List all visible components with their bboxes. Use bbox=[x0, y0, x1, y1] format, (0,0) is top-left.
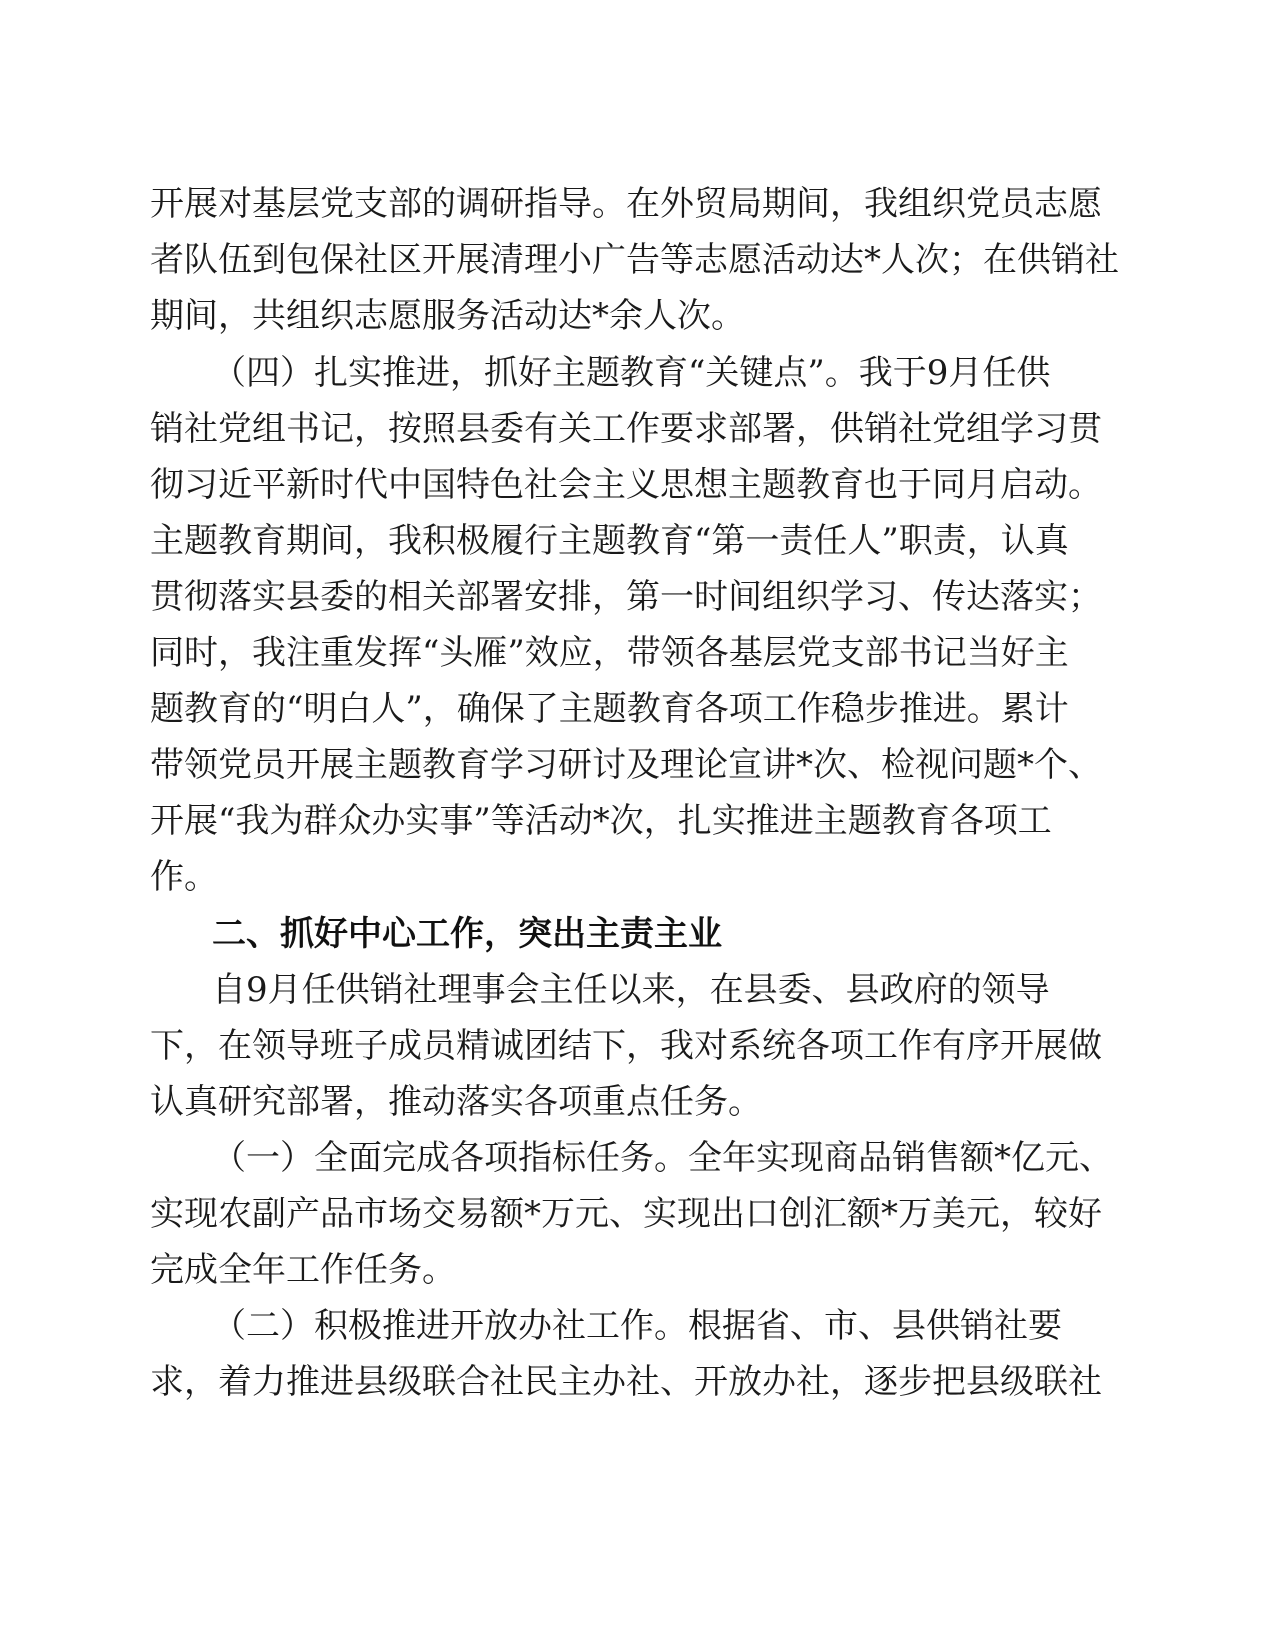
section-heading: 二、抓好中心工作，突出主责主业 bbox=[212, 914, 722, 954]
subsection-heading-line: （四）扎实推进，抓好主题教育“关键点”。我于9月任供 bbox=[212, 353, 1051, 393]
body-text-line: 完成全年工作任务。 bbox=[150, 1250, 456, 1290]
body-text-line: 题教育的“明白人”，确保了主题教育各项工作稳步推进。累计 bbox=[150, 689, 1069, 729]
body-text-line: 实现农副产品市场交易额*万元、实现出口创汇额*万美元，较好 bbox=[150, 1194, 1102, 1234]
body-text-line: 求，着力推进县级联合社民主办社、开放办社，逐步把县级联社 bbox=[150, 1362, 1102, 1402]
body-text-line: 开展对基层党支部的调研指导。在外贸局期间，我组织党员志愿 bbox=[150, 184, 1102, 224]
subsection-heading-line: （二）积极推进开放办社工作。根据省、市、县供销社要 bbox=[212, 1306, 1062, 1346]
body-text-line: 自9月任供销社理事会主任以来，在县委、县政府的领导 bbox=[212, 970, 1050, 1010]
body-text-line: 期间，共组织志愿服务活动达*余人次。 bbox=[150, 296, 745, 336]
body-text-line: 主题教育期间，我积极履行主题教育“第一责任人”职责，认真 bbox=[150, 521, 1069, 561]
body-text-line: 认真研究部署，推动落实各项重点任务。 bbox=[150, 1082, 762, 1122]
body-text-line: 销社党组书记，按照县委有关工作要求部署，供销社党组学习贯 bbox=[150, 409, 1102, 449]
subsection-heading-line: （一）全面完成各项指标任务。全年实现商品销售额*亿元、 bbox=[212, 1138, 1113, 1178]
body-text-line: 开展“我为群众办实事”等活动*次，扎实推进主题教育各项工 bbox=[150, 801, 1052, 841]
body-text-line: 带领党员开展主题教育学习研讨及理论宣讲*次、检视问题*个、 bbox=[150, 745, 1102, 785]
body-text-line: 者队伍到包保社区开展清理小广告等志愿活动达*人次；在供销社 bbox=[150, 240, 1119, 280]
body-text-line: 彻习近平新时代中国特色社会主义思想主题教育也于同月启动。 bbox=[150, 465, 1102, 505]
body-text-line: 贯彻落实县委的相关部署安排，第一时间组织学习、传达落实； bbox=[150, 577, 1102, 617]
body-text-line: 下，在领导班子成员精诚团结下，我对系统各项工作有序开展做 bbox=[150, 1026, 1102, 1066]
body-text-line: 同时，我注重发挥“头雁”效应，带领各基层党支部书记当好主 bbox=[150, 633, 1069, 673]
body-text-line: 作。 bbox=[150, 857, 218, 897]
